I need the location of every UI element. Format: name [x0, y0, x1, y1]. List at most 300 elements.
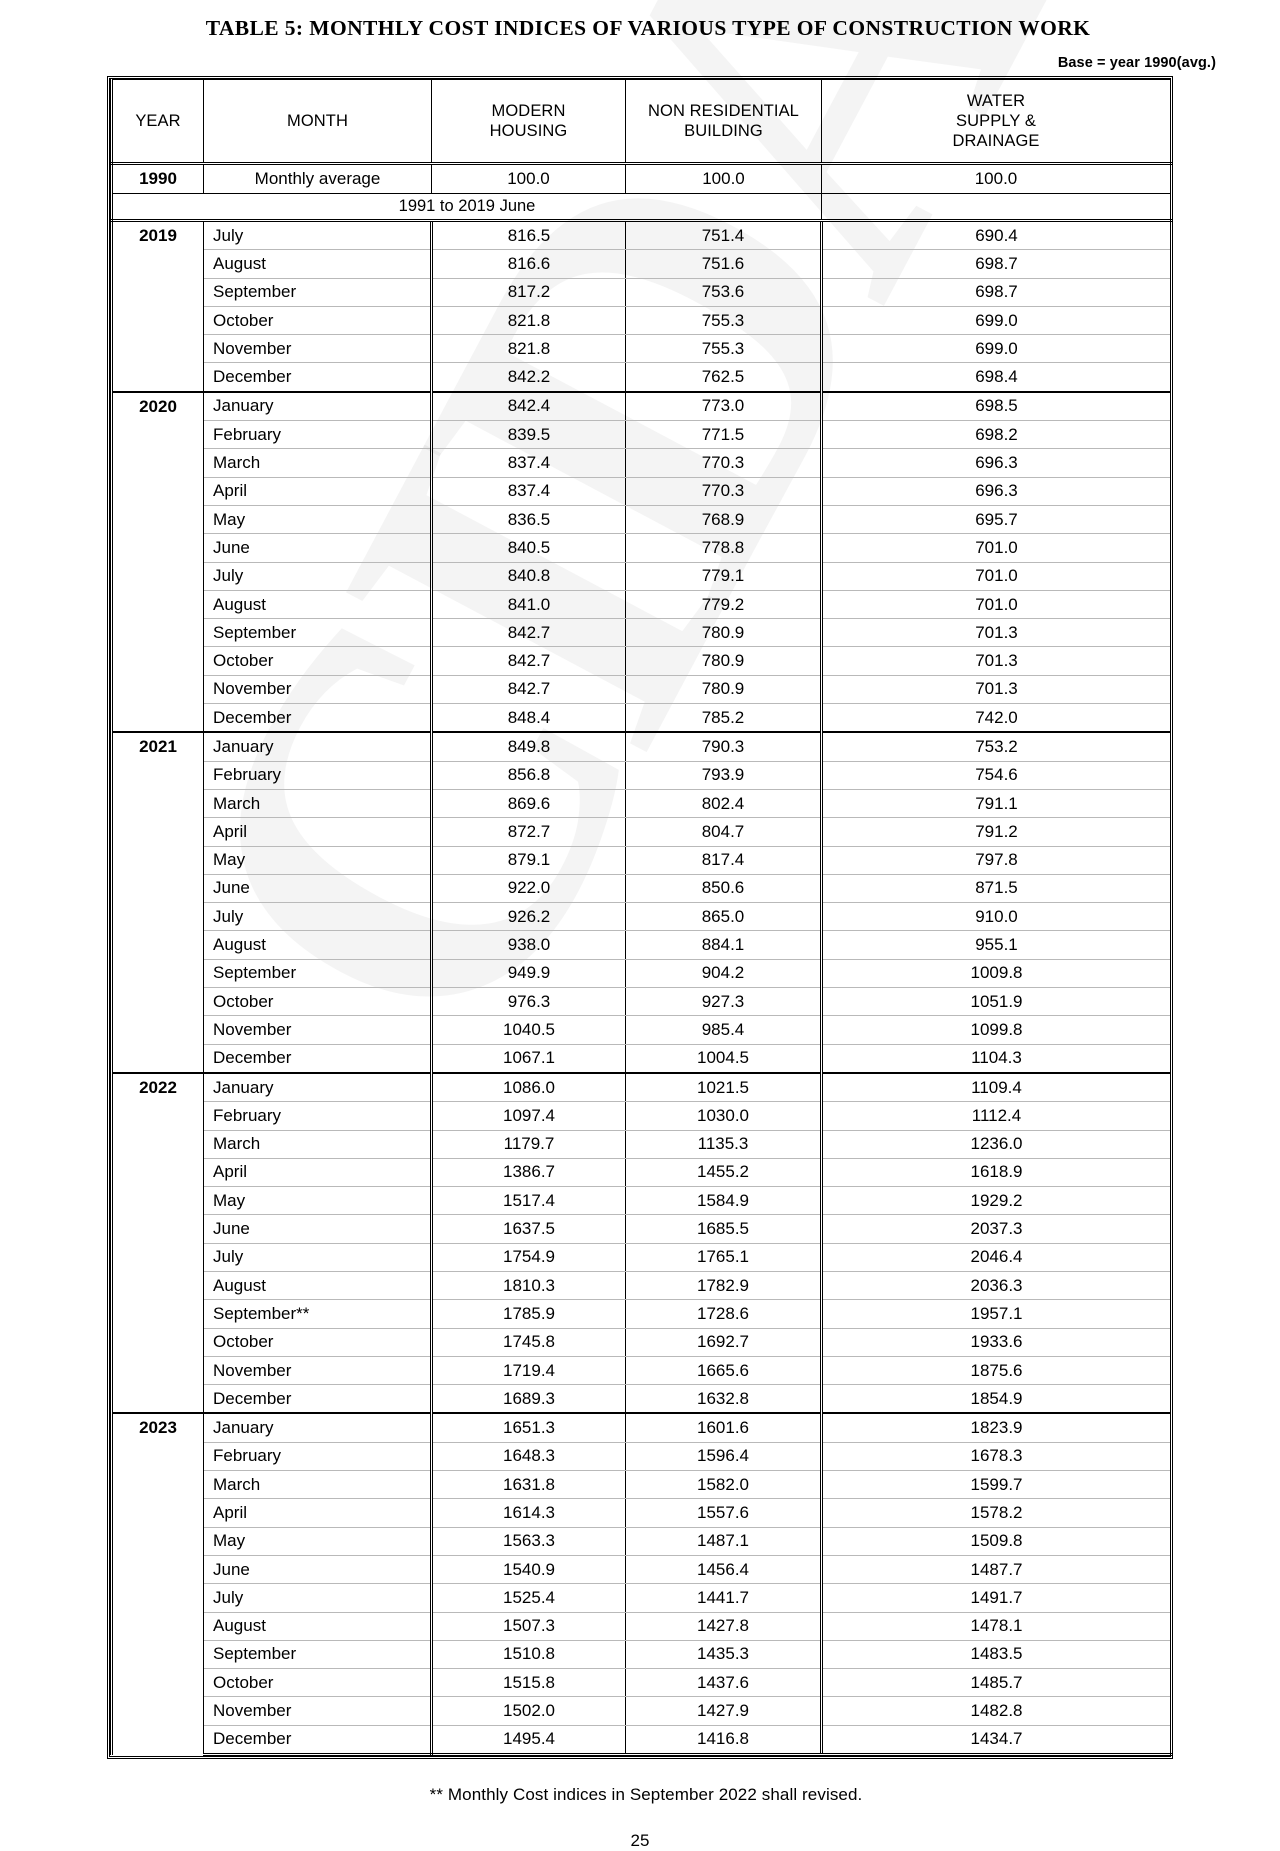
cell-modern-housing: 1637.5 [432, 1215, 626, 1243]
cell-non-residential: 1030.0 [626, 1102, 822, 1130]
cell-month: July [204, 562, 432, 590]
cell-water-supply: 699.0 [822, 306, 1172, 334]
cell-non-residential: 1685.5 [626, 1215, 822, 1243]
cell-month: February [204, 1102, 432, 1130]
cell-non-residential: 793.9 [626, 761, 822, 789]
page-number: 25 [630, 1831, 650, 1851]
cell-modern-housing: 841.0 [432, 590, 626, 618]
cell-year [112, 1640, 204, 1668]
table-row [112, 761, 1172, 789]
cell-modern-housing: 949.9 [432, 959, 626, 987]
cell-modern-housing: 1040.5 [432, 1016, 626, 1044]
cell-non-residential: 1601.6 [626, 1413, 822, 1442]
cell-water-supply: 1678.3 [822, 1442, 1172, 1470]
cost-indices-table [110, 79, 1173, 1756]
table-row [112, 590, 1172, 618]
cell-month: August [204, 931, 432, 959]
table-row [112, 818, 1172, 846]
cell-modern-housing: 869.6 [432, 789, 626, 817]
table-row [112, 221, 1172, 250]
table-row [112, 732, 1172, 761]
table-row [112, 1271, 1172, 1299]
cell-month: February [204, 761, 432, 789]
period-span-row [112, 194, 1172, 221]
cell-non-residential: 1487.1 [626, 1527, 822, 1555]
cell-non-residential: 1582.0 [626, 1471, 822, 1499]
cell-month: September [204, 1640, 432, 1668]
cell-water-supply: 1933.6 [822, 1328, 1172, 1356]
cell-non-residential: 755.3 [626, 306, 822, 334]
modern-housing-line1: MODERN [491, 101, 566, 120]
cell-month: January [204, 1073, 432, 1102]
cell-modern-housing: 1754.9 [432, 1243, 626, 1271]
table-row [112, 363, 1172, 392]
cell-modern-housing: 840.8 [432, 562, 626, 590]
cell-year: 2021 [112, 732, 204, 761]
table-row [112, 306, 1172, 334]
column-header-water-supply [822, 80, 1172, 164]
cell-water-supply: 698.7 [822, 278, 1172, 306]
cell-modern-housing: 1719.4 [432, 1356, 626, 1384]
cell-non-residential: 755.3 [626, 335, 822, 363]
cell-non-residential: 770.3 [626, 477, 822, 505]
cell-water-supply: 1104.3 [822, 1044, 1172, 1073]
cell-month: October [204, 1669, 432, 1697]
cell-year [112, 1215, 204, 1243]
cell-modern-housing: 837.4 [432, 449, 626, 477]
cell-year [112, 704, 204, 733]
cell-water-supply: 1854.9 [822, 1385, 1172, 1414]
table-row [112, 1016, 1172, 1044]
cell-month: July [204, 903, 432, 931]
cell-month: September [204, 619, 432, 647]
cell-modern-housing: 856.8 [432, 761, 626, 789]
table-row [112, 1612, 1172, 1640]
cell-year [112, 1356, 204, 1384]
cell-modern-housing: 1502.0 [432, 1697, 626, 1725]
cell-non-residential: 770.3 [626, 449, 822, 477]
cell-water-supply: 791.2 [822, 818, 1172, 846]
cell-non-residential: 1782.9 [626, 1271, 822, 1299]
cell-modern-housing: 922.0 [432, 874, 626, 902]
table-row [112, 1102, 1172, 1130]
cell-non-residential: 790.3 [626, 732, 822, 761]
cell-month: March [204, 789, 432, 817]
cell-non-residential: 1021.5 [626, 1073, 822, 1102]
cell-water-supply: 1491.7 [822, 1584, 1172, 1612]
cell-modern-housing: 1179.7 [432, 1130, 626, 1158]
cell-modern-housing: 840.5 [432, 534, 626, 562]
table-row [112, 1442, 1172, 1470]
cell-year [112, 846, 204, 874]
table-row [112, 1243, 1172, 1271]
table-row [112, 931, 1172, 959]
cell-year [112, 1300, 204, 1328]
cell-year [112, 505, 204, 533]
cell-non-residential: 779.1 [626, 562, 822, 590]
table-row [112, 675, 1172, 703]
cell-water-supply: 753.2 [822, 732, 1172, 761]
cell-non-residential: 850.6 [626, 874, 822, 902]
cell-modern-housing: 1510.8 [432, 1640, 626, 1668]
cell-modern-housing: 842.7 [432, 647, 626, 675]
base-year-row [112, 164, 1172, 194]
cell-year [112, 1442, 204, 1470]
table-row [112, 647, 1172, 675]
cell-month: March [204, 1130, 432, 1158]
cell-non-residential: 1765.1 [626, 1243, 822, 1271]
cell-water-supply: 1487.7 [822, 1555, 1172, 1583]
cell-non-residential: 773.0 [626, 392, 822, 421]
cell-modern-housing: 1810.3 [432, 1271, 626, 1299]
table-header-row [112, 80, 1172, 164]
cell-year [112, 1725, 204, 1754]
table-row [112, 477, 1172, 505]
table-row [112, 1073, 1172, 1102]
cell-modern-housing: 839.5 [432, 421, 626, 449]
cell-year [112, 1697, 204, 1725]
cell-month: March [204, 449, 432, 477]
table-row [112, 846, 1172, 874]
cell-modern-housing: 1097.4 [432, 1102, 626, 1130]
cell-water-supply: 695.7 [822, 505, 1172, 533]
cell-modern-housing: 842.7 [432, 619, 626, 647]
cell-modern-housing: 821.8 [432, 306, 626, 334]
cell-modern-housing: 1648.3 [432, 1442, 626, 1470]
cell-water-supply: 699.0 [822, 335, 1172, 363]
cell-month: May [204, 846, 432, 874]
cell-year [112, 647, 204, 675]
cell-month: February [204, 421, 432, 449]
table-row [112, 1328, 1172, 1356]
table-row [112, 562, 1172, 590]
cell-year [112, 1271, 204, 1299]
cell-year [112, 1044, 204, 1073]
cell-non-residential: 1004.5 [626, 1044, 822, 1073]
cell-water-supply: 701.3 [822, 675, 1172, 703]
cell-modern-housing: 837.4 [432, 477, 626, 505]
cell-year [112, 306, 204, 334]
cell-year [112, 421, 204, 449]
cell-non-residential: 1441.7 [626, 1584, 822, 1612]
table-row [112, 1385, 1172, 1414]
table-row [112, 505, 1172, 533]
cell-non-residential: 1435.3 [626, 1640, 822, 1668]
cell-modern-housing: 842.2 [432, 363, 626, 392]
cell-year [112, 1016, 204, 1044]
cell-month: December [204, 1385, 432, 1414]
cell-non-residential: 804.7 [626, 818, 822, 846]
table-row [112, 1669, 1172, 1697]
cell-month: March [204, 1471, 432, 1499]
cell-water-supply: 1434.7 [822, 1725, 1172, 1754]
cell-month: January [204, 1413, 432, 1442]
table-row [112, 704, 1172, 733]
cell-year [112, 1102, 204, 1130]
cell-water-supply: 742.0 [822, 704, 1172, 733]
cell-month: December [204, 1044, 432, 1073]
cell-water-supply: 1109.4 [822, 1073, 1172, 1102]
cell-water-supply: 701.0 [822, 562, 1172, 590]
cell-water-supply: 1051.9 [822, 988, 1172, 1016]
cell-water-supply: 701.3 [822, 619, 1172, 647]
cell-non-residential: 771.5 [626, 421, 822, 449]
table-row [112, 1725, 1172, 1754]
cell-water-supply: 1482.8 [822, 1697, 1172, 1725]
cell-month: August [204, 1612, 432, 1640]
cell-year: 2019 [112, 221, 204, 250]
cell-year [112, 278, 204, 306]
cell-year [112, 449, 204, 477]
cell-month: August [204, 1271, 432, 1299]
cell-non-residential: 768.9 [626, 505, 822, 533]
cell-month: April [204, 818, 432, 846]
cell-modern-housing: 926.2 [432, 903, 626, 931]
cell-modern-housing: 1525.4 [432, 1584, 626, 1612]
cell-non-residential: 779.2 [626, 590, 822, 618]
cell-modern-housing: 872.7 [432, 818, 626, 846]
cell-water-supply: 698.5 [822, 392, 1172, 421]
cell-month: November [204, 335, 432, 363]
cell-non-residential: 904.2 [626, 959, 822, 987]
cell-modern-housing: 938.0 [432, 931, 626, 959]
cell-modern-housing: 1067.1 [432, 1044, 626, 1073]
cell-non-residential: 817.4 [626, 846, 822, 874]
table-row [112, 421, 1172, 449]
base-row-water-supply: 100.0 [822, 164, 1172, 194]
cell-month: December [204, 704, 432, 733]
cell-year [112, 818, 204, 846]
cell-year [112, 931, 204, 959]
cell-modern-housing: 1651.3 [432, 1413, 626, 1442]
cell-non-residential: 1456.4 [626, 1555, 822, 1583]
cell-modern-housing: 836.5 [432, 505, 626, 533]
cell-water-supply: 701.0 [822, 534, 1172, 562]
cell-water-supply: 698.4 [822, 363, 1172, 392]
cell-non-residential: 753.6 [626, 278, 822, 306]
cell-month: December [204, 1725, 432, 1754]
cell-water-supply: 1509.8 [822, 1527, 1172, 1555]
cell-modern-housing: 1785.9 [432, 1300, 626, 1328]
cell-month: August [204, 250, 432, 278]
cell-year [112, 675, 204, 703]
table-footnote: ** Monthly Cost indices in September 2022 shall revised. [429, 1785, 863, 1805]
cell-water-supply: 701.3 [822, 647, 1172, 675]
table-row [112, 1471, 1172, 1499]
cell-month: October [204, 1328, 432, 1356]
cell-year: 2022 [112, 1073, 204, 1102]
cell-year [112, 988, 204, 1016]
cell-modern-housing: 816.5 [432, 221, 626, 250]
cell-non-residential: 780.9 [626, 647, 822, 675]
table-row [112, 988, 1172, 1016]
cell-water-supply: 1823.9 [822, 1413, 1172, 1442]
cell-non-residential: 1665.6 [626, 1356, 822, 1384]
table-row [112, 1187, 1172, 1215]
cell-water-supply: 2037.3 [822, 1215, 1172, 1243]
cell-month: June [204, 534, 432, 562]
cell-non-residential: 1584.9 [626, 1187, 822, 1215]
cell-water-supply: 2036.3 [822, 1271, 1172, 1299]
cell-month: October [204, 647, 432, 675]
cell-water-supply: 1478.1 [822, 1612, 1172, 1640]
cell-non-residential: 865.0 [626, 903, 822, 931]
cell-water-supply: 1483.5 [822, 1640, 1172, 1668]
cell-non-residential: 1427.9 [626, 1697, 822, 1725]
cell-water-supply: 2046.4 [822, 1243, 1172, 1271]
cell-water-supply: 690.4 [822, 221, 1172, 250]
cell-non-residential: 1135.3 [626, 1130, 822, 1158]
cell-month: July [204, 1584, 432, 1612]
cell-year [112, 789, 204, 817]
non-residential-line2: BUILDING [684, 122, 763, 140]
cell-year [112, 903, 204, 931]
cell-year [112, 1243, 204, 1271]
cell-year [112, 619, 204, 647]
cell-water-supply: 797.8 [822, 846, 1172, 874]
cell-year [112, 1555, 204, 1583]
base-row-month: Monthly average [204, 164, 432, 194]
cell-water-supply: 698.2 [822, 421, 1172, 449]
cost-indices-table-wrapper [107, 76, 1173, 1759]
base-row-year: 1990 [112, 164, 204, 194]
cell-modern-housing: 1086.0 [432, 1073, 626, 1102]
cell-water-supply: 1578.2 [822, 1499, 1172, 1527]
cell-year [112, 1669, 204, 1697]
cell-month: September [204, 278, 432, 306]
cell-non-residential: 927.3 [626, 988, 822, 1016]
cell-modern-housing: 1745.8 [432, 1328, 626, 1356]
cell-modern-housing: 816.6 [432, 250, 626, 278]
table-row [112, 619, 1172, 647]
cell-non-residential: 1437.6 [626, 1669, 822, 1697]
cell-water-supply: 1236.0 [822, 1130, 1172, 1158]
table-row [112, 449, 1172, 477]
cell-non-residential: 802.4 [626, 789, 822, 817]
table-row [112, 392, 1172, 421]
cell-year [112, 1328, 204, 1356]
cell-month: April [204, 1499, 432, 1527]
water-supply-line3: DRAINAGE [952, 132, 1040, 151]
cell-modern-housing: 1689.3 [432, 1385, 626, 1414]
cell-water-supply: 698.7 [822, 250, 1172, 278]
table-row [112, 1413, 1172, 1442]
cell-non-residential: 1427.8 [626, 1612, 822, 1640]
cell-non-residential: 1416.8 [626, 1725, 822, 1754]
cell-year [112, 534, 204, 562]
cell-month: June [204, 874, 432, 902]
cell-year [112, 363, 204, 392]
cell-modern-housing: 1563.3 [432, 1527, 626, 1555]
cell-year [112, 1499, 204, 1527]
base-year-note: Base = year 1990(avg.) [1057, 55, 1216, 71]
cell-non-residential: 778.8 [626, 534, 822, 562]
table-row [112, 1300, 1172, 1328]
cell-water-supply: 1009.8 [822, 959, 1172, 987]
cell-water-supply: 910.0 [822, 903, 1172, 931]
cell-modern-housing: 976.3 [432, 988, 626, 1016]
cell-month: February [204, 1442, 432, 1470]
cell-year [112, 250, 204, 278]
cell-year: 2023 [112, 1413, 204, 1442]
cell-year [112, 761, 204, 789]
period-span-label: 1991 to 2019 June [112, 194, 822, 221]
cell-water-supply: 1599.7 [822, 1471, 1172, 1499]
cell-water-supply: 754.6 [822, 761, 1172, 789]
table-row [112, 1044, 1172, 1073]
modern-housing-line2: HOUSING [489, 122, 568, 140]
cell-modern-housing: 1540.9 [432, 1555, 626, 1583]
column-header-month: MONTH [204, 80, 432, 164]
cell-water-supply: 871.5 [822, 874, 1172, 902]
cell-non-residential: 780.9 [626, 619, 822, 647]
cell-modern-housing: 1631.8 [432, 1471, 626, 1499]
cell-non-residential: 985.4 [626, 1016, 822, 1044]
table-row [112, 1215, 1172, 1243]
cell-modern-housing: 849.8 [432, 732, 626, 761]
cell-month: June [204, 1555, 432, 1583]
period-span-empty [822, 194, 1172, 221]
cell-month: November [204, 1016, 432, 1044]
cell-non-residential: 1596.4 [626, 1442, 822, 1470]
cell-month: September [204, 959, 432, 987]
cell-month: April [204, 477, 432, 505]
cell-month: October [204, 988, 432, 1016]
cell-year [112, 1471, 204, 1499]
cell-year [112, 1584, 204, 1612]
cell-month: November [204, 675, 432, 703]
non-residential-line1: NON RESIDENTIAL [648, 101, 799, 120]
table-row [112, 1584, 1172, 1612]
cell-non-residential: 762.5 [626, 363, 822, 392]
cell-month: September** [204, 1300, 432, 1328]
cell-modern-housing: 842.7 [432, 675, 626, 703]
table-row [112, 1527, 1172, 1555]
cell-modern-housing: 1507.3 [432, 1612, 626, 1640]
table-row [112, 1697, 1172, 1725]
cell-water-supply: 696.3 [822, 477, 1172, 505]
cell-modern-housing: 842.4 [432, 392, 626, 421]
cell-non-residential: 884.1 [626, 931, 822, 959]
cell-water-supply: 1112.4 [822, 1102, 1172, 1130]
cell-modern-housing: 1386.7 [432, 1158, 626, 1186]
table-row [112, 789, 1172, 817]
table-row [112, 903, 1172, 931]
cell-year [112, 959, 204, 987]
cell-water-supply: 1099.8 [822, 1016, 1172, 1044]
cell-water-supply: 1618.9 [822, 1158, 1172, 1186]
cell-year [112, 1527, 204, 1555]
cell-month: January [204, 732, 432, 761]
table-row [112, 1356, 1172, 1384]
cell-year [112, 1612, 204, 1640]
page-title: TABLE 5: MONTHLY COST INDICES OF VARIOUS TYPE OF CONSTRUCTION WORK [205, 16, 1091, 40]
cell-water-supply: 1875.6 [822, 1356, 1172, 1384]
cell-non-residential: 780.9 [626, 675, 822, 703]
cell-non-residential: 1728.6 [626, 1300, 822, 1328]
table-row [112, 959, 1172, 987]
column-header-modern-housing [432, 80, 626, 164]
table-row [112, 534, 1172, 562]
table-row [112, 1555, 1172, 1583]
cell-year [112, 1158, 204, 1186]
column-header-year: YEAR [112, 80, 204, 164]
cell-month: July [204, 1243, 432, 1271]
cell-non-residential: 1692.7 [626, 1328, 822, 1356]
table-row [112, 1130, 1172, 1158]
cell-water-supply: 791.1 [822, 789, 1172, 817]
cell-year [112, 874, 204, 902]
